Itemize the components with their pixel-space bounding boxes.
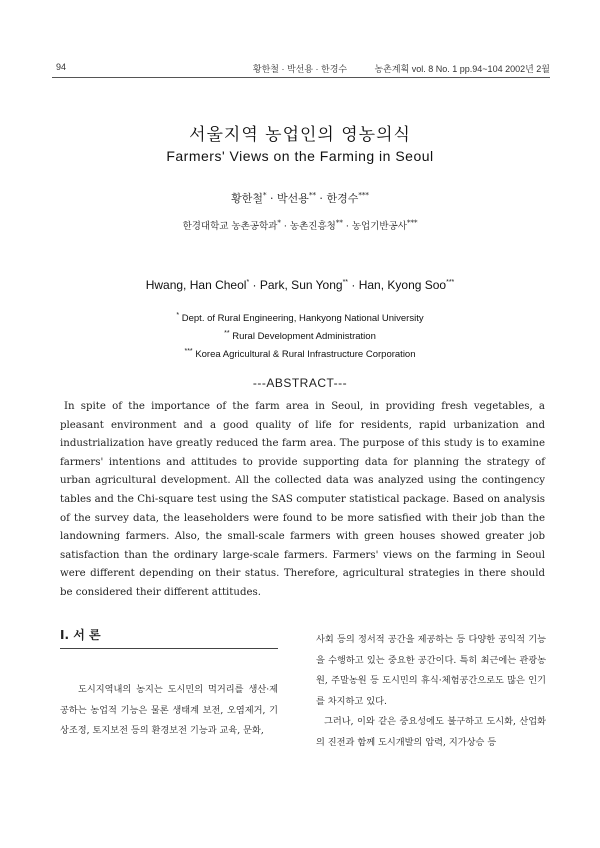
left-column-text: 도시지역내의 농지는 도시민의 먹거리를 생산·제공하는 농업적 기능은 물론 생태계 보전, 오염제거, 기상조정, 토지보전 등의 환경보전 기능과 교육, 문화, xyxy=(60,684,278,736)
author-ko-2: 박선용 xyxy=(277,192,309,205)
author-ko-1: 황한철 xyxy=(231,192,264,205)
abstract-body: In spite of the importance of the farm area in Seoul, in providing fresh vegetables, a pleasant environment and a good quality of life for residents, rapid urbanization and industrialization have greatly reduced the farm area. The purpose of this study is to examine farmers' intentions and attitudes to provide supporting data for planning the strategy of urban agricultural development. All the collected data was analyzed using the contingency tables and the Chi-square test using the SAS computer statistical package. Based on analysis of the survey data, the leaseholders were found to be more satisfied with their job than the landowning farmers. Also, the small-scale farmers with green houses showed greater job satisfaction than the ordinary large-scale farmers. Farmers' views on the farming in Seoul were different depending on their status. Therefore, agricultural strategies in there should be considered their different attitudes. xyxy=(60,401,545,598)
right-paragraph-2: 그러나, 이와 같은 중요성에도 불구하고 도시화, 산업화의 진전과 함께 도시개발의 압력, 지가상승 등 xyxy=(316,716,546,748)
affiliation-ko-3: 농업기반공사 xyxy=(351,221,407,232)
affiliation-en-3: *** Korea Agricultural & Rural Infrastructure Corporation xyxy=(184,348,416,361)
affiliations-korean: 한경대학교 농촌공학과* · 농촌진흥청** · 농업기반공사*** xyxy=(182,218,418,232)
section-rule xyxy=(60,648,278,649)
authors-korean: 황한철* · 박선용** · 한경수*** xyxy=(231,191,369,205)
affiliation-ko-2: 농촌진흥청 xyxy=(289,221,336,232)
author-en-3: Han, Kyong Soo xyxy=(358,278,447,292)
right-paragraph-1: 사회 등의 정서적 공간을 제공하는 등 다양한 공익적 기능을 수행하고 있는 중요한 공간이다. 특히 최근에는 관광농원, 주말농원 등 도시민의 휴식·체험공간으로도 많은 인기를 차지하고 있다. xyxy=(316,634,546,707)
author-en-2: Park, Sun Yong xyxy=(259,278,343,292)
affiliation-ko-1: 한경대학교 농촌공학과 xyxy=(182,221,278,232)
right-column xyxy=(316,630,546,753)
page-number: 94 xyxy=(56,62,67,72)
section-heading: Ⅰ. 서 론 xyxy=(60,628,101,642)
title-english: Farmers' Views on the Farming in Seoul xyxy=(166,148,434,164)
header-rule xyxy=(52,77,550,78)
running-authors: 황한철 · 박선용 · 한경수 xyxy=(252,64,348,74)
abstract-heading: ---ABSTRACT--- xyxy=(252,376,348,390)
affiliation-en-1: * Dept. of Rural Engineering, Hankyong National University xyxy=(176,312,424,325)
affiliation-en-2: ** Rural Development Administration xyxy=(224,330,376,343)
title-korean: 서울지역 농업인의 영농의식 xyxy=(189,125,411,145)
author-en-1: Hwang, Han Cheol xyxy=(145,278,247,292)
author-ko-3: 한경수 xyxy=(326,192,359,205)
authors-english: Hwang, Han Cheol* · Park, Sun Yong** · Han, Kyong Soo*** xyxy=(145,278,455,292)
journal-citation: 농촌계획 vol. 8 No. 1 pp.94~104 2002년 2월 xyxy=(374,64,550,74)
